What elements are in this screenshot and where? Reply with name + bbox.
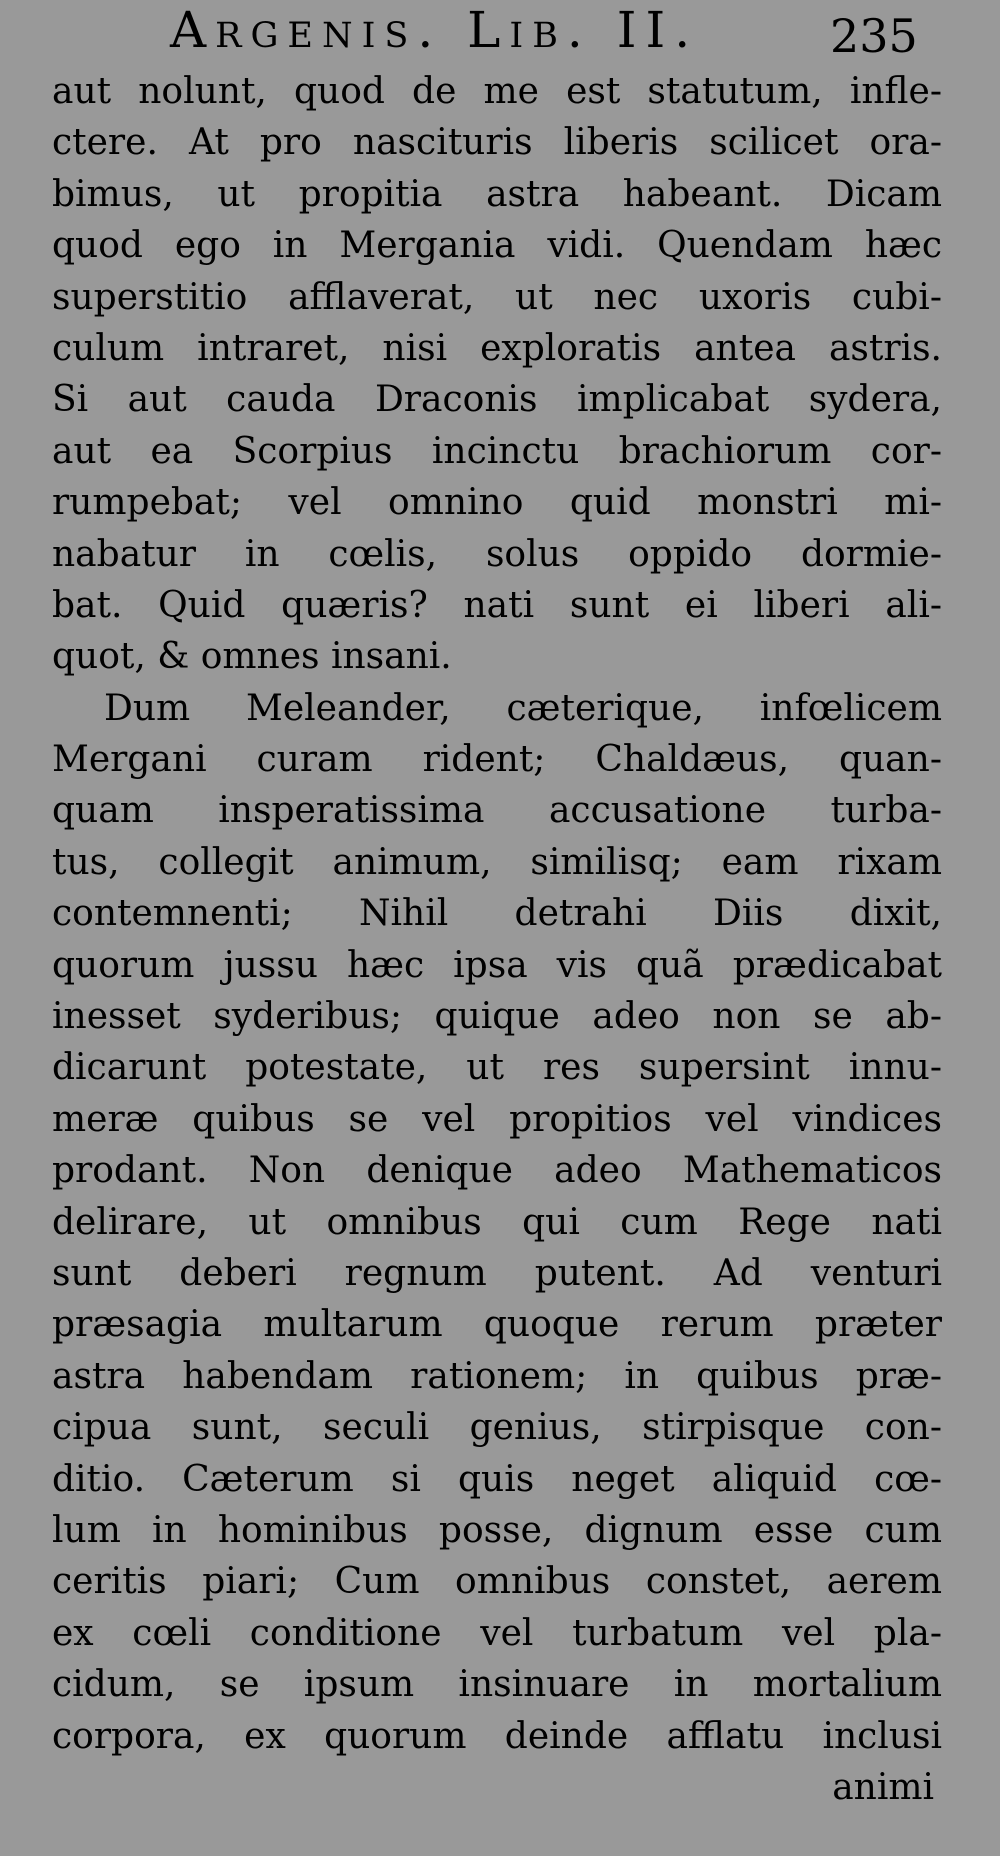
text-line: aut ea Scorpius incinctu brachiorum cor- xyxy=(52,430,942,472)
text-line: ctere. At pro nascituris liberis scilicet ora- xyxy=(52,122,942,164)
text-line: meræ quibus se vel propitios vel vindices xyxy=(52,1098,942,1140)
text-line: aut nolunt, quod de me est statutum, infle- xyxy=(52,71,942,112)
text-line: rumpebat; vel omnino quid monstri mi- xyxy=(52,482,942,524)
text-line: quod ego in Mergania vidi. Quendam hæc xyxy=(52,225,942,267)
text-line: prodant. Non denique adeo Mathematicos xyxy=(52,1150,942,1192)
text-line: præsagia multarum quoque rerum præter xyxy=(52,1304,942,1346)
text-line: corpora, ex quorum deinde afflatu inclusi xyxy=(52,1715,942,1757)
text-line: ex cœli conditione vel turbatum vel pla- xyxy=(52,1612,942,1654)
text-line: delirare, ut omnibus qui cum Rege nati xyxy=(52,1201,942,1243)
text-line: culum intraret, nisi exploratis antea astris. xyxy=(52,327,942,369)
catchword: animi xyxy=(832,1766,934,1808)
text-line: ditio. Cæterum si quis neget aliquid cœ- xyxy=(52,1458,942,1500)
page-header xyxy=(0,0,1000,70)
text-line: bat. Quid quæris? nati sunt ei liberi ali- xyxy=(52,584,942,626)
text-line: quot, & omnes insani. xyxy=(52,636,452,678)
text-line: quam insperatissima accusatione turba- xyxy=(52,790,942,832)
text-line: nabatur in cœlis, solus oppido dormie- xyxy=(52,533,942,575)
body-text xyxy=(52,66,942,1813)
text-line: sunt deberi regnum putent. Ad venturi xyxy=(52,1252,942,1294)
text-line: inesset syderibus; quique adeo non se ab- xyxy=(52,996,942,1038)
text-line: ceritis piari; Cum omnibus constet, aerem xyxy=(52,1561,942,1603)
paragraph-start-line: Dum Meleander, cæterique, infœlicem xyxy=(104,687,942,729)
text-line: lum in hominibus posse, dignum esse cum xyxy=(52,1509,942,1551)
text-line: quorum jussu hæc ipsa vis quã prædicabat xyxy=(52,944,942,986)
text-line: contemnenti; Nihil detrahi Diis dixit, xyxy=(52,893,942,935)
text-line: tus, collegit animum, similisq; eam rixam xyxy=(52,841,942,883)
text-line: cipua sunt, seculi genius, stirpisque con- xyxy=(52,1407,942,1449)
text-line: superstitio afflaverat, ut nec uxoris cubi- xyxy=(52,276,942,318)
text-line: Mergani curam rident; Chaldæus, quan- xyxy=(52,739,942,781)
page-number: 235 xyxy=(830,9,918,63)
text-line: astra habendam rationem; in quibus præ- xyxy=(52,1355,942,1397)
text-line: bimus, ut propitia astra habeant. Dicam xyxy=(52,173,942,215)
running-title: Argenis. Lib. II. xyxy=(170,1,700,59)
text-line: dicarunt potestate, ut res supersint innu- xyxy=(52,1047,942,1089)
text-line: Si aut cauda Draconis implicabat sydera, xyxy=(52,379,942,421)
text-line: cidum, se ipsum insinuare in mortalium xyxy=(52,1664,942,1706)
